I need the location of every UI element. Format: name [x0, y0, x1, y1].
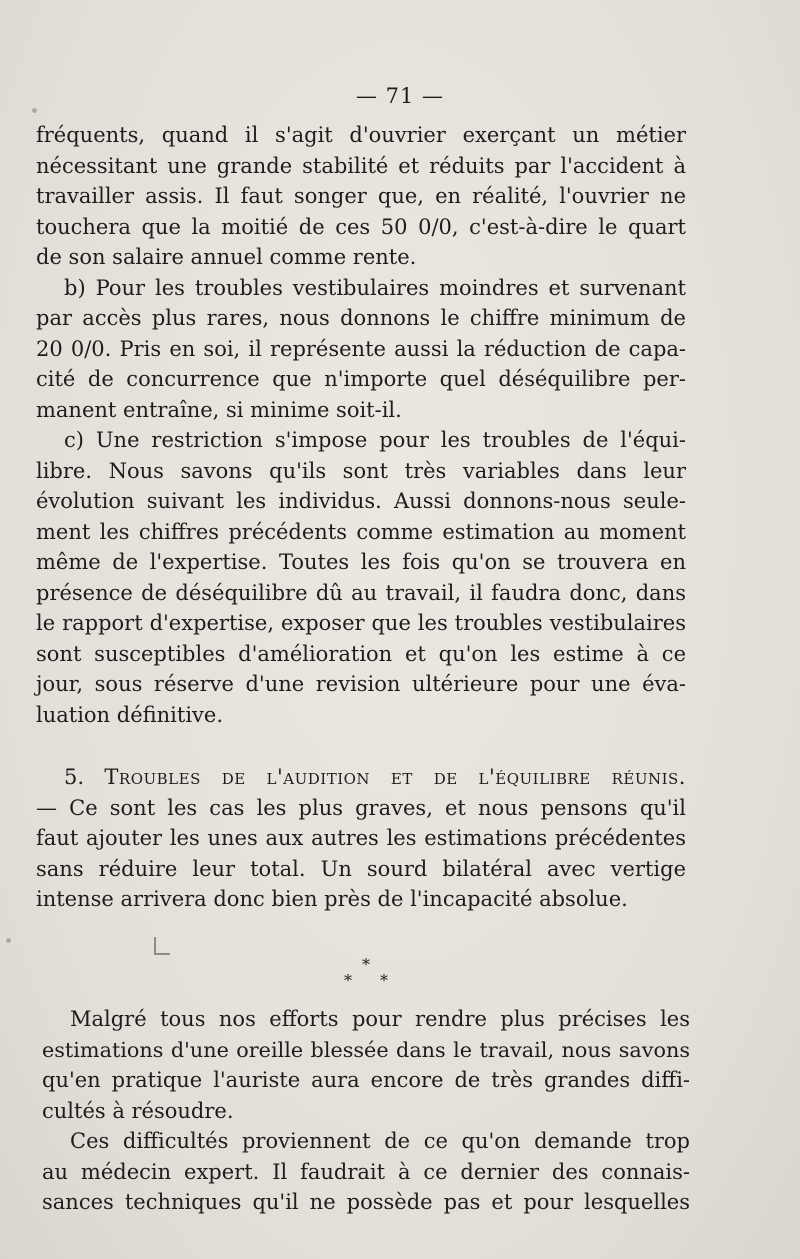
- text-line: cultés à résoudre.: [42, 1098, 234, 1123]
- text-line: qu'en pratique l'auriste aura encore de très grandes diffi-: [42, 1068, 690, 1092]
- text-line: manent entraîne, si minime soit-il.: [36, 397, 402, 422]
- body-text-block-c: [42, 1004, 690, 1218]
- asterism-star: *: [344, 971, 352, 990]
- asterism-star: *: [380, 971, 388, 990]
- text-line: intense arrivera donc bien près de l'incapacité absolue.: [36, 887, 628, 911]
- text-line: présence de déséquilibre dû au travail, il faudra donc, dans: [36, 580, 686, 605]
- section-number: 5.: [64, 765, 85, 789]
- text-line: le rapport d'expertise, exposer que les troubles vestibulaires: [36, 611, 686, 635]
- text-line: b) Pour les troubles vestibulaires moindres et survenant: [64, 275, 686, 300]
- section-5: [36, 762, 686, 915]
- text-line: même de l'expertise. Toutes les fois qu'on se trouvera en: [36, 550, 686, 574]
- print-speck: [32, 108, 37, 113]
- text-line: ment les chiffres précédents comme estimation au moment: [36, 519, 686, 544]
- text-line: c) Une restriction s'impose pour les troubles de l'équi-: [64, 428, 686, 452]
- text-line: jour, sous réserve d'une revision ultérieure pour une éva-: [36, 672, 686, 696]
- text-line: au médecin expert. Il faudrait à ce dernier des connais-: [42, 1159, 690, 1184]
- section-title: Troubles de l'audition et de l'équilibre réunis.: [104, 765, 686, 789]
- asterism-star: *: [362, 955, 370, 974]
- asterism-divider: [330, 955, 410, 995]
- text-line: fréquents, quand il s'agit d'ouvrier exerçant un métier: [36, 123, 686, 147]
- text-line: faut ajouter les unes aux autres les estimations précédentes: [36, 826, 686, 850]
- text-line: cité de concurrence que n'importe quel déséquilibre per-: [36, 367, 686, 391]
- text-line: luation définitive.: [36, 702, 224, 727]
- text-line: Malgré tous nos efforts pour rendre plus précises les: [70, 1007, 690, 1031]
- print-mark: [154, 937, 170, 955]
- text-line: touchera que la moitié de ces 50 0/0, c'est-à-dire le quart: [36, 214, 686, 239]
- section-heading: [36, 762, 686, 793]
- text-line: — Ce sont les cas les plus graves, et nous pensons qu'il: [36, 795, 686, 820]
- print-speck: [6, 938, 11, 943]
- text-line: sans réduire leur total. Un sourd bilatéral avec vertige: [36, 856, 686, 881]
- text-line: nécessitant une grande stabilité et réduits par l'accident à: [36, 153, 686, 178]
- body-text-block-a: [36, 120, 686, 730]
- text-line: évolution suivant les individus. Aussi donnons-nous seule-: [36, 489, 686, 513]
- text-line: estimations d'une oreille blessée dans le travail, nous savons: [42, 1037, 690, 1062]
- text-line: Ces difficultés proviennent de ce qu'on demande trop: [70, 1129, 690, 1153]
- text-line: par accès plus rares, nous donnons le chiffre minimum de: [36, 306, 686, 330]
- text-line: 20 0/0. Pris en soi, il représente aussi la réduction de capa-: [36, 336, 686, 361]
- text-line: sont susceptibles d'amélioration et qu'on les estime à ce: [36, 641, 686, 666]
- text-line: de son salaire annuel comme rente.: [36, 245, 417, 269]
- text-line: sances techniques qu'il ne possède pas et pour lesquelles: [42, 1190, 690, 1214]
- text-line: libre. Nous savons qu'ils sont très variables dans leur: [36, 458, 686, 483]
- page-number: — 71 —: [355, 84, 445, 108]
- text-line: travailler assis. Il faut songer que, en réalité, l'ouvrier ne: [36, 184, 686, 208]
